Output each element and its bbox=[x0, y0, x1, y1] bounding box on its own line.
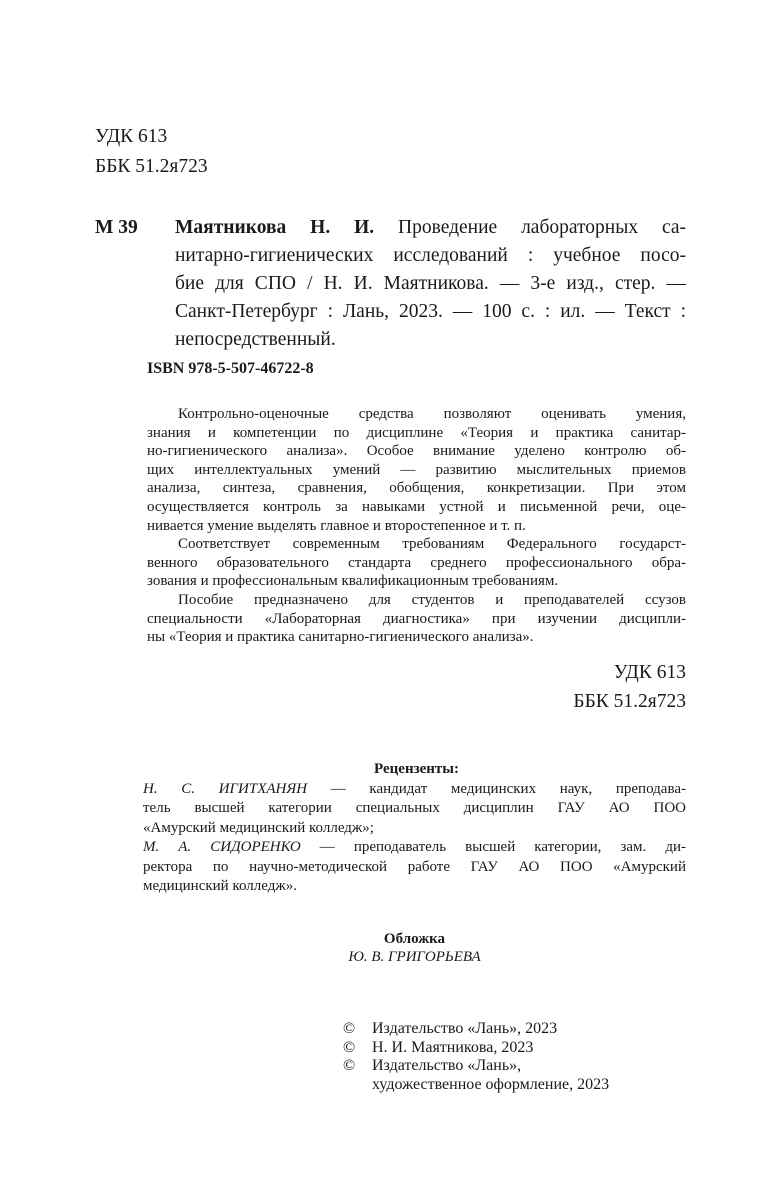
udk-code: УДК 613 bbox=[613, 662, 686, 683]
annotation-line: специальности «Лабораторная диагностика» при изучении дисципли- bbox=[147, 610, 686, 627]
copyright-text: Издательство «Лань», 2023 bbox=[372, 1020, 558, 1037]
copyright-line bbox=[343, 1057, 609, 1076]
copyright-line bbox=[343, 1039, 609, 1058]
entry-text: Проведение лабораторных са- bbox=[398, 217, 686, 238]
annotation-line: анализа, синтеза, сравнения, обобщения, конкретизации. При этом bbox=[147, 480, 686, 497]
bbk-code: ББК 51.2я723 bbox=[573, 691, 686, 712]
reviewer-line bbox=[143, 838, 686, 858]
copyright-text: Издательство «Лань», bbox=[372, 1057, 522, 1075]
copyright-line bbox=[343, 1020, 609, 1039]
copyright-icon: © bbox=[343, 1038, 356, 1056]
cover-heading: Обложка bbox=[383, 931, 446, 947]
author-mark: М 39 bbox=[95, 217, 138, 238]
annotation-line: осуществляется контроль за навыками устной и письменной речи, оце- bbox=[147, 498, 686, 515]
isbn: ISBN 978-5-507-46722-8 bbox=[147, 360, 314, 377]
entry-line: Санкт-Петербург : Лань, 2023. — 100 с. : ил. — Текст : bbox=[175, 301, 686, 322]
classification-top bbox=[95, 123, 208, 181]
author-name: Маятникова Н. И. bbox=[175, 217, 375, 238]
annotation-line: ны «Теория и практика санитарно-гигиенического анализа». bbox=[147, 629, 534, 646]
annotation-line: Пособие предназначено для студентов и преподавателей ссузов bbox=[178, 591, 686, 608]
annotation-line: Контрольно-оценочные средства позволяют оценивать умения, bbox=[178, 406, 686, 422]
reviewers bbox=[143, 760, 686, 897]
reviewer-line bbox=[143, 780, 686, 800]
annotation-line: щих интеллектуальных умений — развитию мыслительных приемов bbox=[147, 461, 686, 478]
annotation-line: но-гигиенического анализа». Особое внимание уделено контролю об- bbox=[147, 443, 686, 460]
reviewers-heading: Рецензенты: bbox=[374, 761, 459, 777]
copyright-block bbox=[343, 1020, 609, 1094]
entry-line: нитарно-гигиенических исследований : учебное посо- bbox=[175, 245, 686, 266]
reviewer-text: — преподаватель высшей категории, зам. ди- bbox=[300, 839, 686, 855]
reviewer-line: медицинский колледж». bbox=[143, 878, 297, 894]
reviewer-text: — кандидат медицинских наук, преподава- bbox=[307, 780, 686, 797]
copyright-text: художественное оформление, 2023 bbox=[372, 1075, 610, 1093]
annotation-line: нивается умение выделять главное и второстепенное и т. п. bbox=[147, 517, 526, 534]
annotation-line: Соответствует современным требованиям Федерального государст- bbox=[178, 536, 686, 553]
annotation-line: зования и профессиональным квалификационным требованиям. bbox=[147, 573, 559, 590]
bbk-code: ББК 51.2я723 bbox=[95, 156, 208, 177]
bibliographic-entry bbox=[175, 214, 686, 354]
copyright-icon: © bbox=[343, 1057, 356, 1075]
entry-line: непосредственный. bbox=[175, 329, 336, 350]
classification-bottom bbox=[573, 659, 686, 716]
copyright-icon: © bbox=[343, 1020, 356, 1037]
entry-line: бие для СПО / Н. И. Маятникова. — 3-е изд., стер. — bbox=[175, 273, 686, 294]
reviewer-line: тель высшей категории специальных дисциплин ГАУ АО ПОО bbox=[143, 800, 686, 816]
reviewer-name: М. А. СИДОРЕНКО bbox=[143, 839, 301, 855]
reviewer-line: ректора по научно-методической работе ГАУ АО ПОО «Амурский bbox=[143, 858, 686, 875]
annotation-line: знания и компетенции по дисциплине «Теория и практика санитар- bbox=[147, 424, 686, 441]
annotation bbox=[147, 405, 686, 647]
annotation-line: венного образовательного стандарта среднего профессионального обра- bbox=[147, 554, 686, 571]
cover-credit bbox=[143, 930, 686, 967]
reviewer-name: Н. С. ИГИТХАНЯН bbox=[143, 780, 308, 797]
cover-designer: Ю. В. ГРИГОРЬЕВА bbox=[348, 948, 481, 965]
entry-line bbox=[175, 214, 686, 242]
reviewer-line: «Амурский медицинский колледж»; bbox=[143, 819, 374, 836]
copyright-text: Н. И. Маятникова, 2023 bbox=[372, 1038, 534, 1056]
udk-code: УДК 613 bbox=[95, 126, 168, 147]
